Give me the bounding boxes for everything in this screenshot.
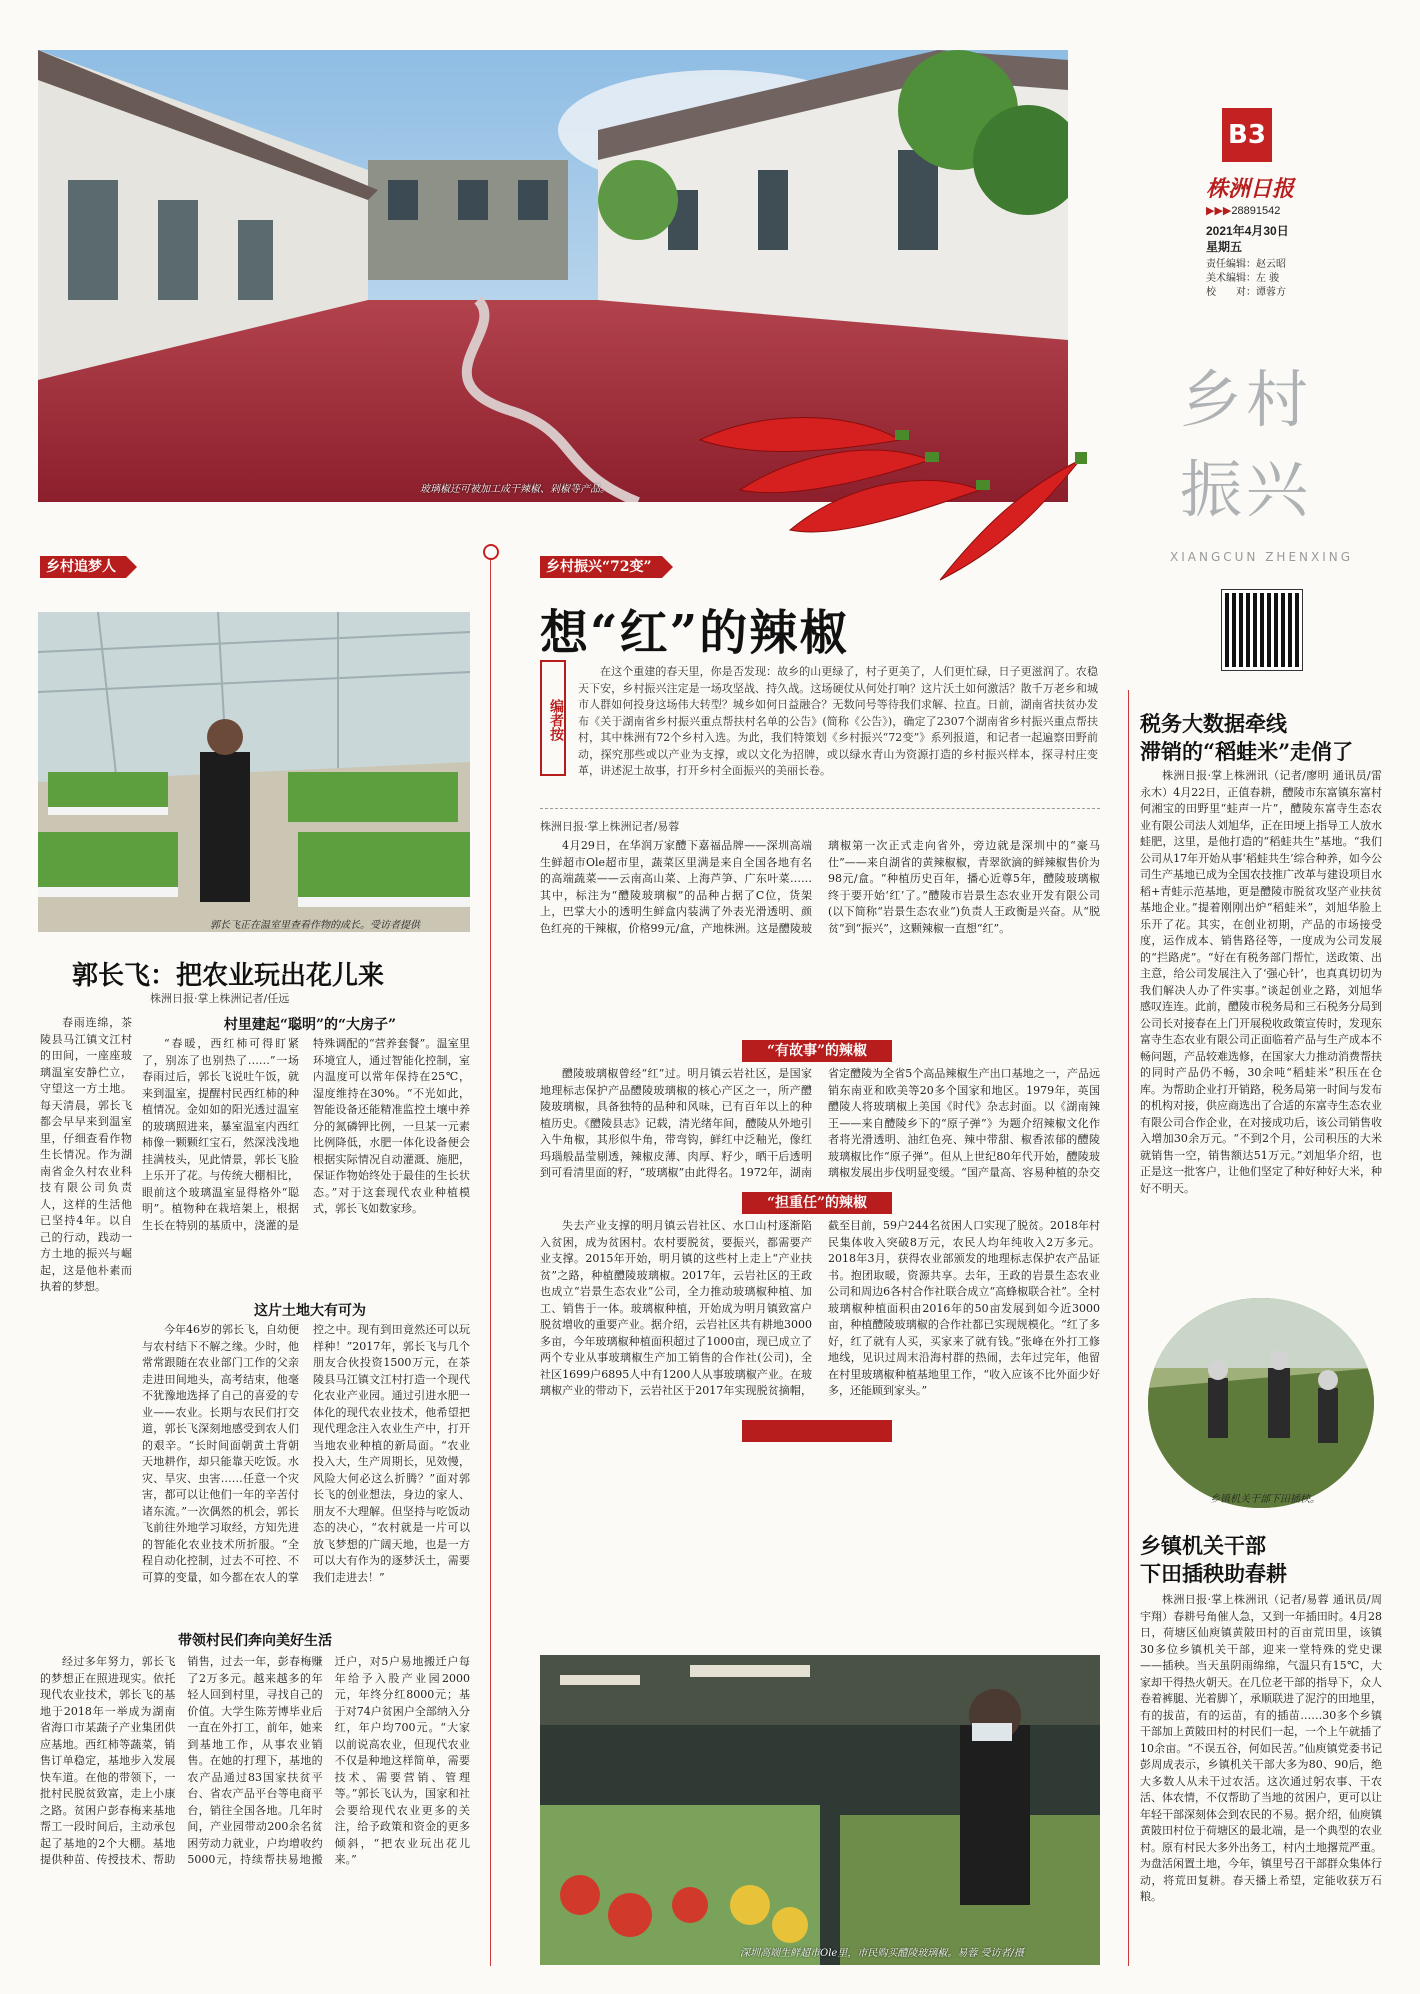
tag-main-story: 乡村振兴“72变” — [540, 556, 662, 578]
main-section-2: 失去产业支撑的明月镇云岩社区、水口山村逐渐陷入贫困，成为贫困村。农村要脱贫，要振兴，都需要产业支撑。2015年开始，明月镇的这些村上走上“产业扶贫”之路，种植醴陵玻璃椒。2017年，云岩社区的王政也成立“岩景生态农业”公司，全力推动玻璃椒种植、加工、销售于一体。玻璃椒种植，开始成为明月镇致富户脱贫增收的重要产业。据介绍，云岩社区共有耕地3000多亩，今年玻璃椒种植面积超过了1000亩，现已成立了两个专业从事玻璃椒生产加工销售的合作社(公司)，全社区1699户6895人中有1200人从事玻璃椒产业。在玻璃椒产业的带动下，云岩社区于2017年实现脱贫摘帽，截至目前，59户244名贫困人口实现了脱贫。2018年村民集体收入突破8万元，农民人均年纯收入2万多元。2018年3月，获得农业部颁发的地理标志保护农产品证书。抱团取暖，资源共享。去年，王政的岩景生态农业公司和周边6各村合作社联合成立“高蜂椒联合社”。全村玻璃椒种植面积由2016年的50亩发展到如今近3000亩，种植醴陵玻璃椒的合作社都已实现规模化。“红了多好，红了就有人买，买家来了就有钱。”张峰在外打工修地线，见识过周末沿海村群的热闹，去年过完年，他留在村里玻璃椒种植基地里工作，“收入应该不比外面少好多，还能顾到家头。” — [540, 1219, 1100, 1397]
supermarket-photo-caption: 深圳高端生鲜超市Ole里，市民购买醴陵玻璃椒。易蓉 受访者/摄 — [740, 1948, 1024, 1959]
main-byline: 株洲日报·掌上株洲记者/易蓉 — [540, 820, 680, 833]
phone-number: ▶▶▶28891542 — [1206, 205, 1281, 217]
timeline-marker — [483, 544, 499, 560]
section-pinyin: XIANGCUN ZHENXING — [1170, 550, 1354, 564]
page-number-badge: B3 — [1222, 108, 1272, 162]
issue-weekday: 星期五 — [1206, 240, 1243, 254]
main-subhead-1: “有故事”的辣椒 — [742, 1040, 892, 1062]
red-pepper-illustration — [680, 380, 1100, 600]
planting-photo-caption: 乡镇机关干部下田插秧。 — [1210, 1494, 1320, 1505]
left-body-1: “春暖，西红柿可得盯紧了，别冻了也别热了……”一场春雨过后，郭长飞说吐午饭，就来到温室，提醒村民西红柿的种植情况。金如如的阳光透过温室的玻璃照进来，暴室温室内西红柿像一颗颗红宝石，然深浅浅地挂满枝头，见此情景，郭长飞脸上乐开了花。与传统大棚相比，眼前这个玻璃温室显得格外“聪明”。植物种在栽培架上，根据生长在特别的基质中，浇灌的是特殊调配的“营养套餐”。温室里环境宜人，通过智能化控制，室内温度可以常年保持在25℃，湿度维持在30%。“不光如此，智能设备还能精准监控土壤中养分的氮磷钾比例，一旦某一元素比例降低，水肥一体化设备便会根据实际情况自动灌溉、施肥，保证作物始终处于最佳的生长状态。”对于这套现代农业种植模式，郭长飞如数家珍。 — [142, 1037, 470, 1232]
left-intro: 春雨连绵，茶陵县马江镇文江村的田间，一座座玻璃温室安静伫立，守望这一方土地。每天清晨，郭长飞都会早早来到温室里，仔细查看作物生长情况。作为湖南省金久村农业科技有限公司负责人，这样的生活他已坚持4年。以自己的行动，践动一方土地的振兴与崛起，这是他朴素而执着的梦想。 — [40, 1016, 132, 1293]
main-lead: 4月29日，在华润万家醴下嘉福品牌——深圳高端生鲜超市Ole超市里，蔬菜区里满是来自全国各地有名的高端蔬菜——云南高山菜、上海芦笋、广东叶菜……其中，标注为“醴陵玻璃椒”的品种占据了C位，货架上，巴掌大小的透明生鲜盒内装满了外表光滑透明、颜色红亮的干辣椒，价格99元/盒，产地株洲。这是醴陵玻璃椒第一次正式走向省外，旁边就是深圳中的“豪马仕”——来自湖省的黄辣椒椒，青翠欲滴的鲜辣椒售价为98元/盒。“种植历史百年，播心近尊5年，醴陵玻璃椒终于要开始‘红’了。”醴陵市岩景生态农业开发有限公司(以下简称“岩景生态农业”)负责人王政衡是兴奋。从“脱贫”到“振兴”，这颗辣椒一直想“红”。 — [540, 839, 1100, 935]
qr-code — [1222, 590, 1302, 670]
tag-left-story: 乡村追梦人 — [40, 556, 126, 578]
editor-note-rule — [540, 808, 1100, 809]
main-section-1: 醴陵玻璃椒曾经“红”过。明月镇云岩社区，是国家地理标志保护产品醴陵玻璃椒的核心产区之一，所产醴陵玻璃椒，具备独特的品种和风味，已有百年以上的种植历史。《醴陵县志》记载，清光绪年间，醴陵从外地引入牛角椒，其形似牛角，带弯钩，鲜红中泛釉光，像红玛瑙般晶莹剔透，辣椒皮薄、肉厚、籽少，晒干后透明到可看清里面的籽，“玻璃椒”由此得名。1972年，湖南省定醴陵为全省5个高品辣椒生产出口基地之一，产品远销东南亚和欧美等20多个国家和地区。1979年，英国醴陵人将玻璃椒上美国《时代》杂志封面。以《湖南辣王——来自醴陵乡下的“原子弹”》为题介绍辣椒文化作者将光滑透明、油红色亮、辣中带甜、椒香浓郁的醴陵玻璃椒比作“原子弹”。但从上世纪80年代开始，醴陵玻璃椒发展出步伐明显变缓。“国产量高、容易种植的杂交 — [540, 1067, 1100, 1179]
section-title-1: 乡村 — [1180, 363, 1313, 436]
editor-note: 在这个重建的春天里，你是否发现：故乡的山更绿了，村子更美了，人们更忙碌，日子更滋润了。农稳天下安，乡村振兴注定是一场攻坚战、持久战。这场硬仗从何处打响？这片沃土如何激活？散千万老乡和城市人群如何投身这场伟大转型？城乡如何日益融合？无数问号等待我们求解、拉直。日前，湖南省扶贫办发布《关于湖南省乡村振兴重点帮扶村名单的公告》(简称《公告》)，确定了2307个湖南省乡村振兴重点帮扶村，其中株洲有72个乡村入选。为此，我们特策划《乡村振兴“72变”》系列报道，和记者一起遍察田野前动，探究那些或以产业为支撑，或以文化为招牌，或以绿水青山为资源打造的乡村振兴样本，探寻村庄变革，讲述泥土故事，打开乡村全面振兴的美丽长卷。 — [578, 665, 1098, 777]
editor-line: 责任编辑：赵云昭 — [1206, 259, 1286, 270]
left-byline: 株洲日报·掌上株洲记者/任远 — [150, 992, 290, 1005]
editor-credits — [1206, 258, 1286, 300]
left-headline: 郭长飞：把农业玩出花儿来 — [72, 961, 385, 991]
main-subhead-3-visible — [742, 1420, 892, 1442]
left-body-2: 今年46岁的郭长飞，自幼便与农村结下不解之缘。少时，他常常跟随在农业部门工作的父亲走进田间地头，高考结束，他毫不犹豫地选择了自己的喜爱的专业——农业。长期与农民们打交道，郭长飞深刻地感受到农人们的艰辛。“长时间面朝黄土背朝天地耕作，却只能靠天吃饭。水灾、旱灾、虫害……任意一个灾害，都可以让他们一年的辛苦付诸东流。”一次偶然的机会，郭长飞前往外地学习取经，方知先进的智能化农业技术所折服。“全程自动化控制，过去不可控、不可算的变量，如今都在农人的掌控之中。现有到田竟然还可以玩样种！”2017年，郭长飞与几个朋友合伙投资1500万元，在茶陵县马江镇文江村打造一个现代化农业产业园。通过引进水肥一体化的现代农业技术，他希望把现代理念注入农业生产中，打开当地农业种植的新局面。“农业投入大，生产周期长，见效慢，风险大何必这么折腾？”面对郭长飞的创业想法，身边的家人、朋友不大理解。但坚持与吃饭动态的决心，“农村就是一片可以放飞梦想的广阔天地，也是一方可以大有作为的逐梦沃土，需要我们走进去！” — [142, 1323, 470, 1584]
greenhouse-photo-caption: 郭长飞正在温室里查看作物的成长。受访者提供 — [210, 920, 420, 931]
editor-line: 校 对：谭蓉方 — [1206, 287, 1286, 298]
right-headline-2a: 乡镇机关干部 — [1140, 1533, 1266, 1558]
editor-note-label: 编者按 — [540, 660, 566, 776]
main-subhead-2: “担重任”的辣椒 — [742, 1192, 892, 1214]
right-headline-2b: 下田插秧助春耕 — [1140, 1561, 1287, 1586]
editor-line: 美术编辑：左 骏 — [1206, 273, 1280, 284]
left-body-3: 经过多年努力，郭长飞的梦想正在照进现实。依托现代农业技术，郭长飞的基地于2018年一举成为湖南省海口市某蔬子产业集团供应基地。西红柿等蔬菜，销售订单稳定，基地步入发展快车道。在他的带领下，一批村民脱贫致富，走上小康之路。贫困户彭春梅来基地帮工一段时间后，主动承包起了基地的2个大棚。基地提供种苗、传授技术、帮助销售，过去一年，彭春梅赚了2万多元。越来越多的年轻人回到村里，寻找自己的价值。大学生陈芳博毕业后一直在外打工，前年，她来到基地工作，从事农业销售。在她的打理下，基地的农产品通过83国家扶贫平台、省农产品平台等电商平台，销往全国各地。几年时间，产业园带动200余名贫困劳动力就业，户均增收约5000元，持续帮扶易地搬迁户，对5户易地搬迁户每年给予入股产业园2000元，年终分红8000元；基于对74户贫困户全部纳入分红，年户均700元。“大家以前说高农业，但现代农业不仅是种地这样简单，需要技术、需要营销、管理等。”郭长飞认为，国家和社会要给现代农业更多的关注，给予政策和资金的更多倾斜，“把农业玩出花儿来。” — [40, 1655, 470, 1866]
top-photo-caption: 玻璃椒还可被加工成干辣椒、剁椒等产品。 — [420, 484, 610, 495]
greenhouse-photo — [38, 612, 470, 932]
paper-logo: 株洲日报 — [1206, 176, 1295, 202]
right-story2-body: 株洲日报·掌上株洲讯（记者/易蓉 通讯员/周宇翔）春耕号角催人急，又到一年插田时。4月28日，荷塘区仙庾镇黄陂田村的百亩荒田里，该镇30多位乡镇机关干部，迎来一堂特殊的党史课——插秧。当天虽阴雨绵绵，气温只有15℃，大家却干得热火朝天。在几位老干部的指导下，众人卷着裤腿、光着脚丫，承顺联进了泥泞的田地里，有的拔苗，有的运苗，有的插苗……30多个乡镇干部加上黄陂田村的村民们一起，一个上午就插了10余亩。“不误五谷，何如民苦。”仙庾镇党委书记彭周成表示，乡镇机关干部大多为80、90后，绝大多数人从未干过农活。这次通过躬农事、干农活、体农情，不仅帮助了当地的贫困户，更可以让年轻干部深刻体会到农民的不易。据介绍，仙庾镇黄陂田村位于荷塘区的最北端，是一个典型的农业村。原有村民大多外出务工，村内土地撂荒严重。为盘活闲置土地，今年，镇里号召干部群众集体行动，将荒田复耕。春天播上希望，定能收获万石粮。 — [1140, 1593, 1382, 1903]
left-subhead-3: 带领村民们奔向美好生活 — [178, 1633, 332, 1649]
vertical-divider — [490, 556, 491, 1966]
right-story1-body: 株洲日报·掌上株洲讯（记者/廖明 通讯员/雷永木）4月22日，正值春耕，醴陵市东富镇东富村何湘宝的田野里“蛙声一片”，醴陵东富寺生态农业有限公司法人刘旭华，正在田埂上指导工人放水蛙肥，这里，是他打造的“稻蛙共生”基地。“我们公司从17年开始从事‘稻蛙共生’综合种养，如今公司生产基地已成为全国农技推广改革与建设项目水稻+青蛙示范基地，更是醴陵市脱贫攻坚产业扶贫基地企业。”提着刚刚出炉“稻蛙米”，刘旭华脸上乐开了花。其实，在创业初期，产品的市场接受度，运作成本、销售路径等，一度成为公司发展的“拦路虎”。“好在有税务部门帮忙，送政策、出主意，给公司发展注入了‘强心针’，也真真切切为我们解决人办了件实事。”谈起创业之路，刘旭华感叹连连。此前，醴陵市税务局和三石税务分局到公司长对接春在上门开展税收政策宣传时，发现东富寺生态农业有限公司正面临着产品与生产成本不畅问题，产品较难选修，在国家大力推动消费帮扶的同时产品仍不畅，30余吨“稻蛙米”积压在仓库。为帮助企业打开销路，税务局第一时间与发布的机构对接，供应商选出了合适的东富寺生态农业有限公司合作企业，在对接成功后，该公司销售收入增加30余万元。“不到2个月，公司积压的大米就销售一空，销售额达51万元。”刘旭华介绍，也正是这一批客户，让他们坚定了种好种好大米，种好不明天。 — [1140, 769, 1382, 1195]
right-column-divider — [1128, 690, 1129, 1966]
main-section-3 — [540, 1448, 1100, 1648]
main-headline: 想“红”的辣椒 — [540, 605, 850, 661]
planting-photo — [1148, 1298, 1374, 1508]
section-title-2: 振兴 — [1180, 453, 1313, 526]
supermarket-photo — [540, 1655, 1100, 1965]
left-subhead-1: 村里建起“聪明”的“大房子” — [223, 1017, 397, 1033]
right-headline-1b: 滞销的“稻蛙米”走俏了 — [1140, 739, 1354, 764]
issue-date: 2021年4月30日 — [1206, 224, 1289, 238]
left-subhead-2: 这片土地大有可为 — [254, 1303, 366, 1319]
right-headline-1a: 税务大数据牵线 — [1140, 711, 1287, 736]
